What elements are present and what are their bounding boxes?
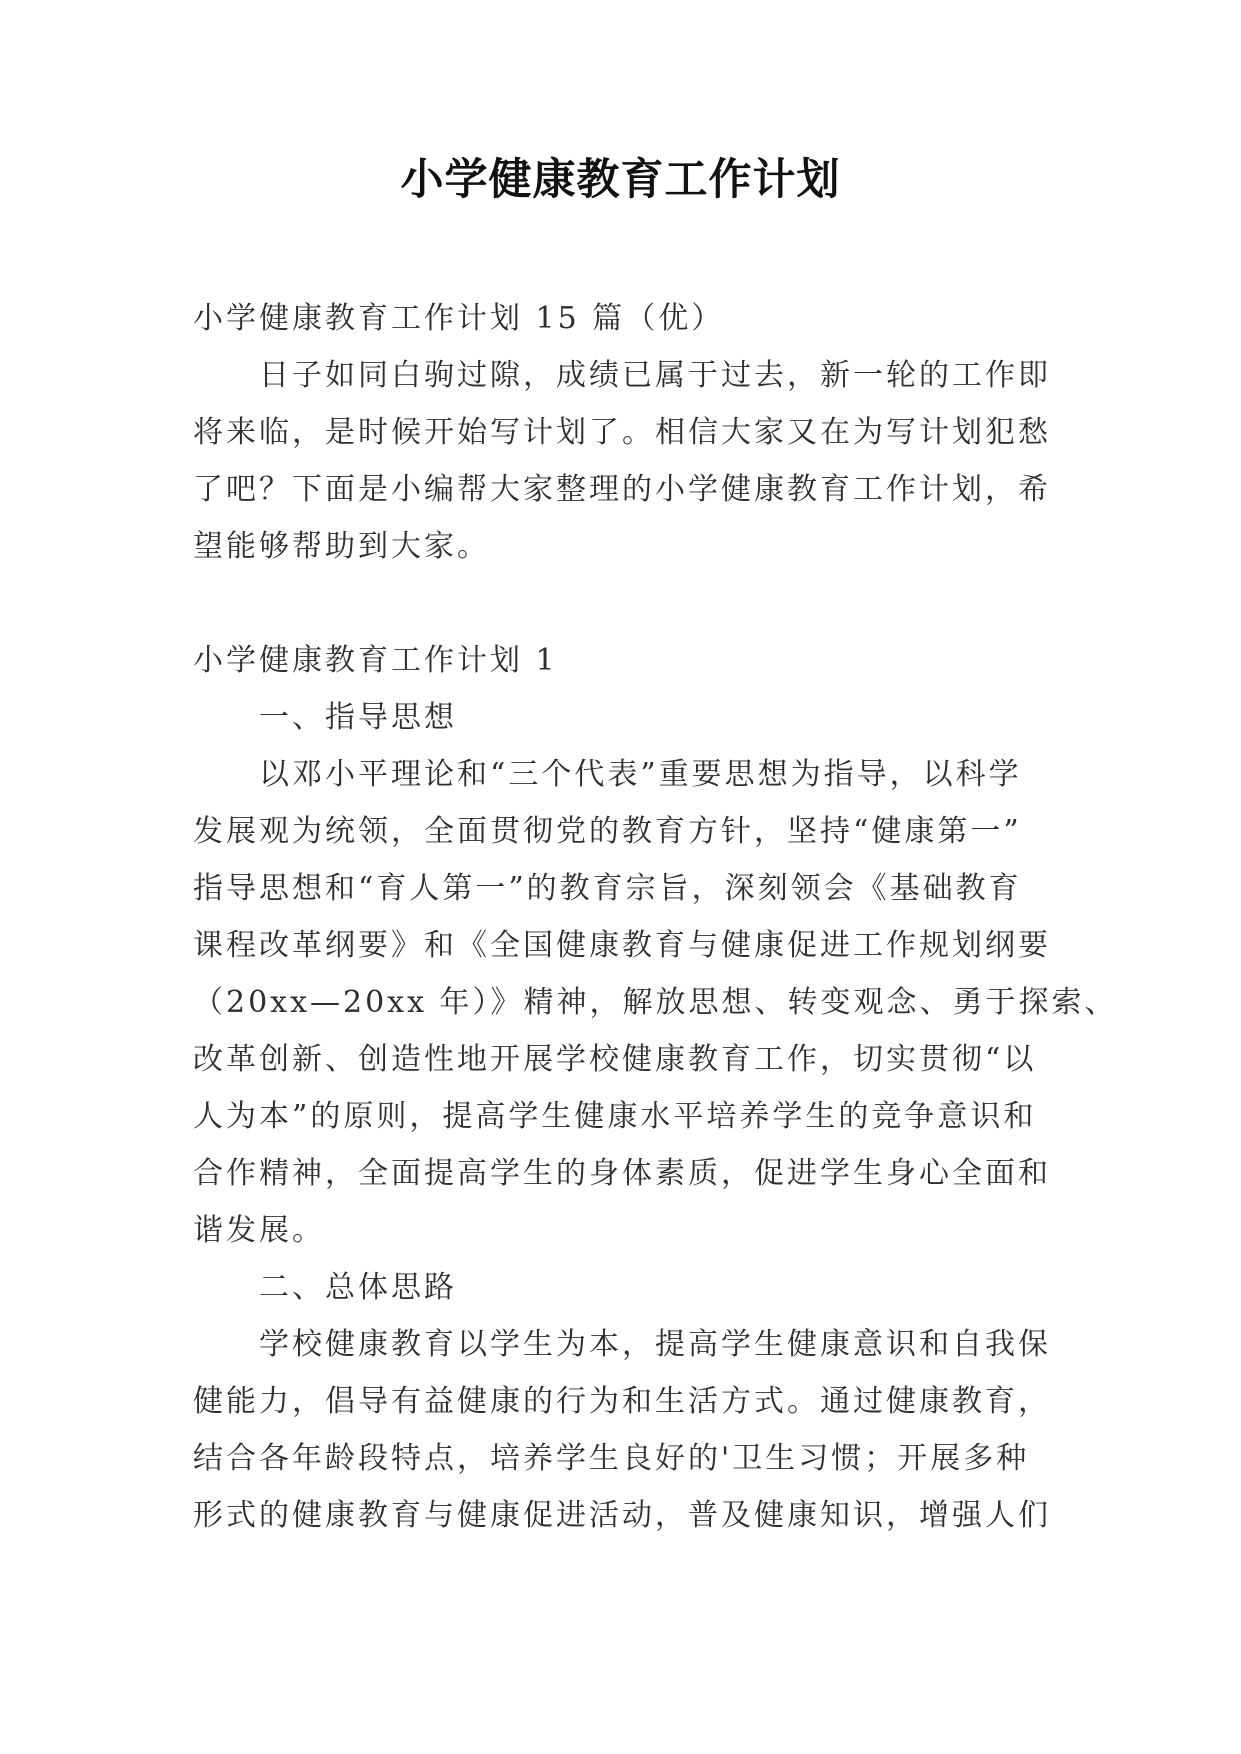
document-line: 谐发展。: [193, 1213, 325, 1248]
document-line: 二、总体思路: [259, 1270, 457, 1305]
document-line: 学校健康教育以学生为本，提高学生健康意识和自我保: [259, 1327, 1051, 1362]
document-line: 形式的健康教育与健康促进活动，普及健康知识，增强人们: [193, 1498, 1051, 1533]
blank-line: [193, 575, 1053, 632]
document-line: 发展观为统领，全面贯彻党的教育方针，坚持“健康第一”: [193, 814, 1022, 849]
document-line: 合作精神，全面提高学生的身体素质，促进学生身心全面和: [193, 1156, 1051, 1191]
document-line: 一、指导思想: [259, 700, 457, 735]
document-line: 课程改革纲要》和《全国健康教育与健康促进工作规划纲要: [193, 928, 1051, 963]
document-line: 小学健康教育工作计划 15 篇（优）: [193, 301, 725, 336]
document-line: （20xx—20xx 年）》精神，解放思想、转变观念、勇于探索、: [193, 985, 1118, 1020]
document-line: 望能够帮助到大家。: [193, 529, 490, 564]
document-line: 改革创新、创造性地开展学校健康教育工作，切实贯彻“以: [193, 1042, 1037, 1077]
document-line: 了吧？下面是小编帮大家整理的小学健康教育工作计划，希: [193, 472, 1051, 507]
document-line: 人为本”的原则，提高学生健康水平培养学生的竞争意识和: [193, 1099, 1037, 1134]
document-line: 指导思想和“育人第一”的教育宗旨，深刻领会《基础教育: [193, 871, 1022, 906]
document-body: [193, 290, 1118, 1544]
document-line: 日子如同白驹过隙，成绩已属于过去，新一轮的工作即: [259, 358, 1051, 393]
document-line: 将来临，是时候开始写计划了。相信大家又在为写计划犯愁: [193, 415, 1051, 450]
document-line: 以邓小平理论和“三个代表”重要思想为指导，以科学: [259, 757, 1022, 792]
document-line: 小学健康教育工作计划 1: [193, 643, 558, 678]
document-title: 小学健康教育工作计划: [400, 155, 841, 205]
document-line: 结合各年龄段特点，培养学生良好的'卫生习惯；开展多种: [193, 1441, 1030, 1476]
document-line: 健能力，倡导有益健康的行为和生活方式。通过健康教育，: [193, 1384, 1051, 1419]
